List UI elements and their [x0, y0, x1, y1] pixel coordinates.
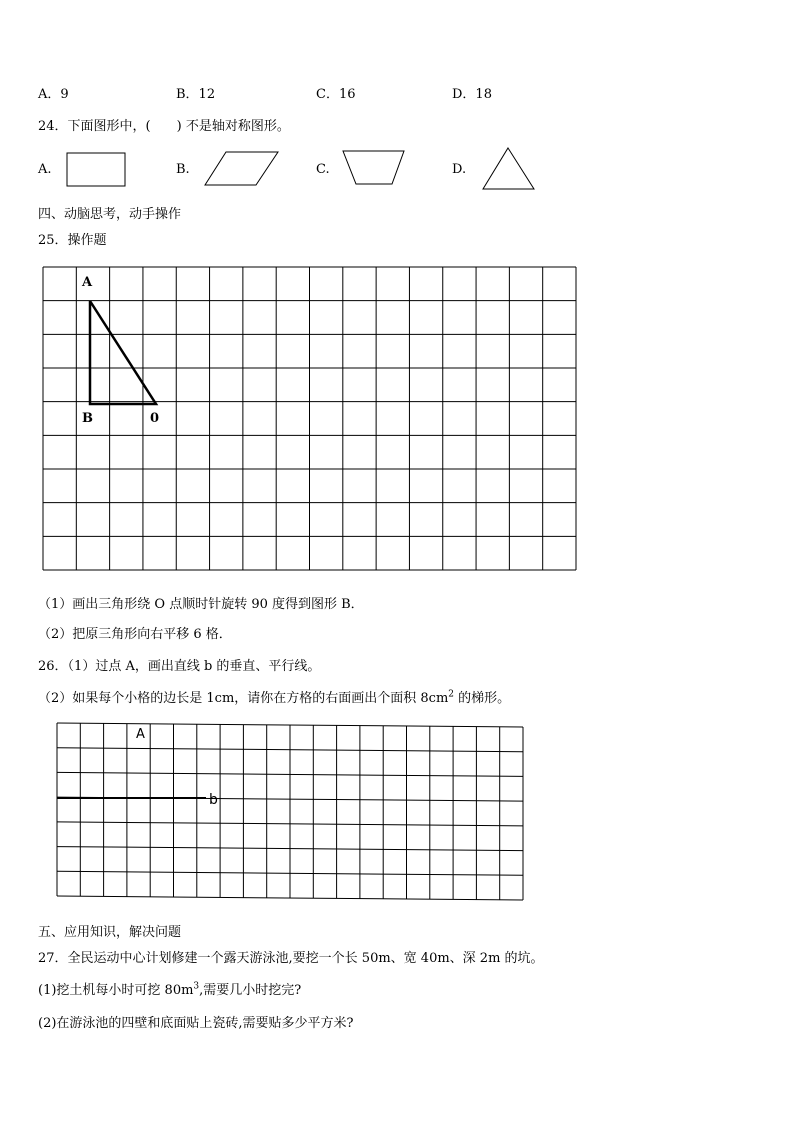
q27-stem: 27．全民运动中心计划修建一个露天游泳池,要挖一个长 50m、宽 40m、深 2m 的坑。	[38, 951, 544, 966]
section4-title: 四、动脑思考，动手操作	[38, 207, 182, 222]
q26-line-b-label: b	[209, 792, 218, 808]
q25-task2: （2）把原三角形向右平移 6 格．	[38, 627, 232, 642]
q24-option-c-label: C.	[316, 162, 330, 177]
q26-task2-exponent: 2	[448, 689, 455, 700]
q26-point-a-label: A	[136, 727, 145, 742]
q25-point-b-label: B	[82, 411, 93, 426]
q24-option-d-label: D.	[452, 162, 467, 177]
q27-part1-text-end: ,需要几小时挖完?	[199, 983, 302, 998]
q23-option-a: A．9	[38, 87, 69, 102]
q25-triangle	[42, 266, 578, 572]
q24-stem: 24．下面图形中，( ) 不是轴对称图形。	[38, 119, 290, 134]
q27-part1-exponent: 3	[193, 981, 200, 992]
q23-option-c: C．16	[316, 87, 356, 102]
q25-point-a-label: A	[82, 275, 93, 290]
q23-option-d: D．18	[452, 87, 492, 102]
q26-task2-text: （2）如果每个小格的边长是 1cm，请你在方格的右面画出个面积 8cm	[38, 691, 449, 706]
rectangle-shape	[66, 152, 128, 188]
trapezoid-shape	[342, 150, 406, 186]
q27-part1	[38, 979, 301, 998]
q24-option-a-label: A.	[38, 162, 52, 177]
q25-point-o-label: 0	[150, 411, 160, 426]
q23-option-b: B．12	[176, 87, 216, 102]
q27-part2: (2)在游泳池的四壁和底面贴上瓷砖,需要贴多少平方米?	[38, 1016, 354, 1031]
q27-part1-text: (1)挖土机每小时可挖 80m	[38, 983, 194, 998]
section5-title: 五、应用知识，解决问题	[38, 925, 182, 940]
parallelogram-shape	[204, 151, 280, 187]
q25-task1: （1）画出三角形绕 O 点顺时针旋转 90 度得到图形 B．	[38, 597, 364, 612]
q26-task2	[38, 687, 510, 706]
q26-grid	[56, 722, 526, 904]
q26-task2-text-end: 的梯形。	[454, 691, 511, 706]
q24-option-b-label: B.	[176, 162, 190, 177]
q26-task1: 26．（1）过点 A，画出直线 b 的垂直、平行线。	[38, 659, 321, 674]
q25-title: 25．操作题	[38, 233, 107, 248]
triangle-shape	[482, 147, 536, 191]
